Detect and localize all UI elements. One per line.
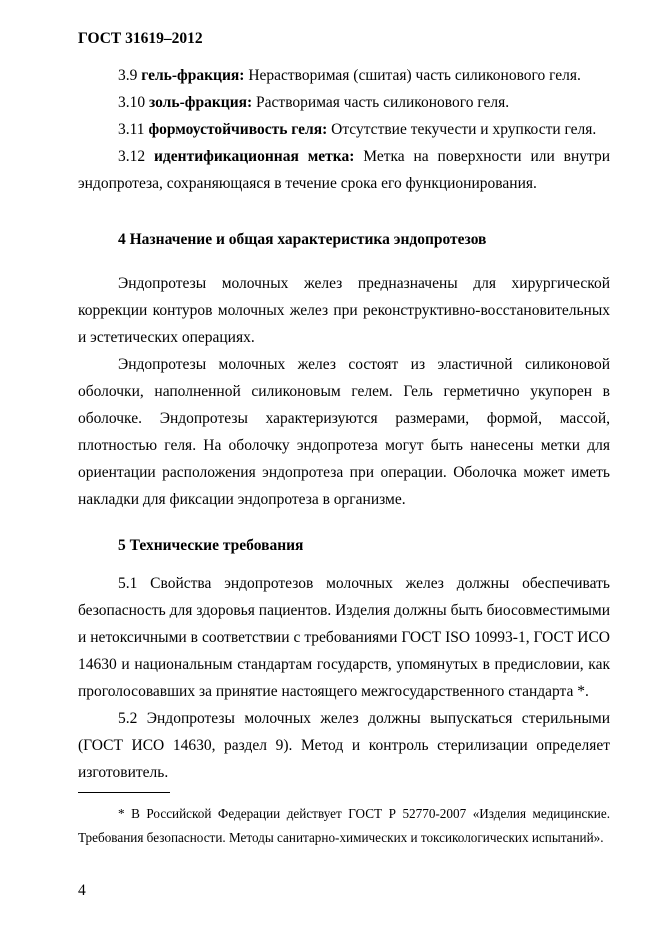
definition-text: Растворимая часть силиконового геля. xyxy=(252,94,510,111)
section-4-paragraph: Эндопротезы молочных желез предназначены для хирургической коррекции контуров молочных желез при реконструктивно-восстановительных и эстетических операциях. xyxy=(78,275,610,346)
section-5-title: 5 Технические требования xyxy=(118,537,304,554)
section-4-body xyxy=(78,270,610,513)
definition-text: Метка на поверхности или внутри эндопротеза, сохраняющаяся в течение срока его функционирования. xyxy=(78,148,611,192)
section-5-paragraph: 5.2 Эндопротезы молочных желез должны выпускаться стерильными (ГОСТ ИСО 14630, раздел 9). Метод и контроль стерилизации определяет изготовитель. xyxy=(78,710,610,781)
definition-term: гель-фракция: xyxy=(141,67,245,84)
definition-3-9 xyxy=(78,62,610,89)
definition-term: идентификационная метка: xyxy=(154,148,355,165)
section-5-paragraph: 5.1 Свойства эндопротезов молочных желез должны обеспечивать безопасность для здоровья пациентов. Изделия должны быть биосовместимыми и нетоксичными в соответствии с требованиями ГОСТ ISO 10993-1, ГОСТ ИСО 14630 и национальным стандартам государств, упомянутых в предисловии, как проголосовавших за принятие настоящего межгосударственного стандарта *. xyxy=(78,575,610,700)
definition-number: 3.12 xyxy=(118,148,146,165)
definition-text: Отсутствие текучести и хрупкости геля. xyxy=(327,121,597,138)
definition-number: 3.10 xyxy=(118,94,146,111)
footnote: * В Российской Федерации действует ГОСТ Р 52770-2007 «Изделия медицинские. Требования безопасности. Методы санитарно-химических и токсикологических испытаний». xyxy=(78,806,610,845)
document-header: ГОСТ 31619–2012 xyxy=(78,30,203,47)
section-4-title: 4 Назначение и общая характеристика эндопротезов xyxy=(118,231,487,248)
definition-term: золь-фракция: xyxy=(149,94,253,111)
definitions-list xyxy=(78,62,610,197)
definition-3-12 xyxy=(78,143,610,197)
section-4-paragraph: Эндопротезы молочных желез состоят из эластичной силиконовой оболочки, наполненной силиконовым гелем. Гель герметично укупорен в оболочке. Эндопротезы характеризуются размерами, формой, массой, плотностью геля. На оболочку эндопротеза могут быть нанесены метки для ориентации расположения эндопротеза при операции. Оболочка может иметь накладки для фиксации эндопротеза в организме. xyxy=(78,356,610,508)
definition-3-11 xyxy=(78,116,610,143)
definition-number: 3.11 xyxy=(118,121,145,138)
footnote-divider xyxy=(78,792,170,793)
definition-text: Нерастворимая (сшитая) часть силиконового геля. xyxy=(244,67,581,84)
definition-number: 3.9 xyxy=(118,67,138,84)
definition-term: формоустойчивость геля: xyxy=(148,121,328,138)
section-5-body xyxy=(78,570,610,786)
definition-3-10 xyxy=(78,89,610,116)
page-number: 4 xyxy=(78,882,86,899)
